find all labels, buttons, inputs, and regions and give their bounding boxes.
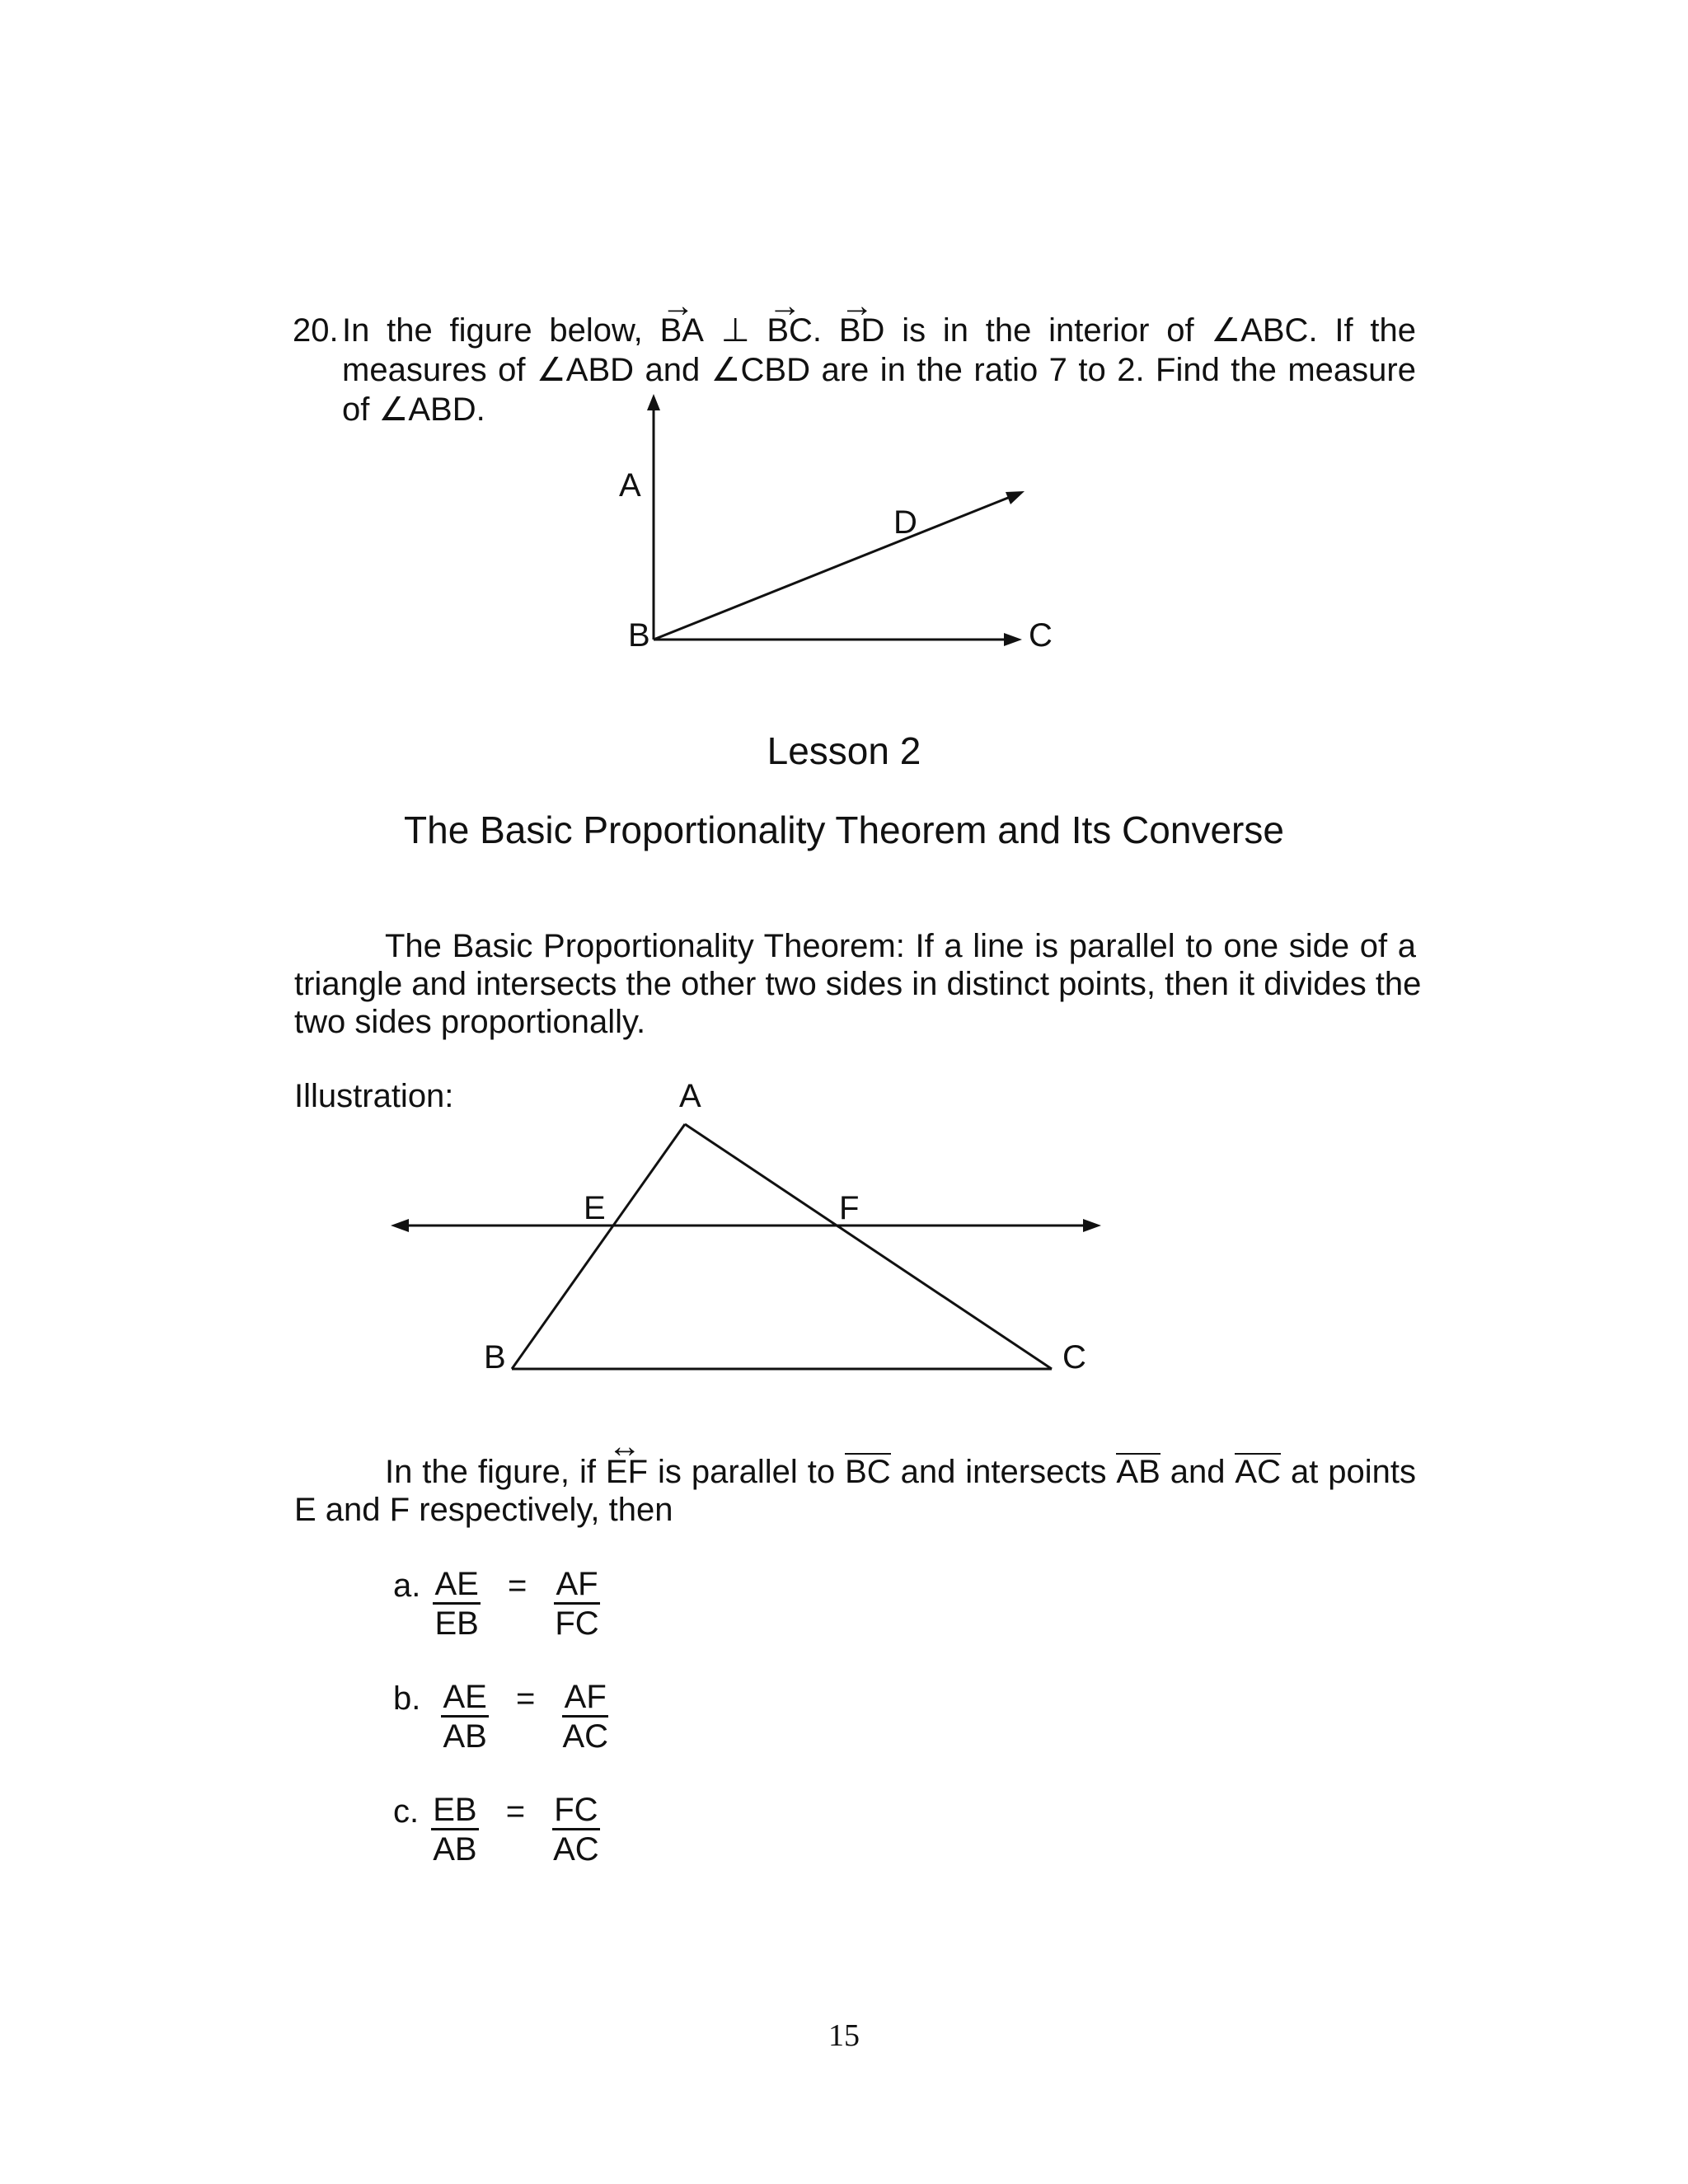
theorem-line-3: two sides proportionally. <box>294 1004 646 1040</box>
label-c: C <box>1029 617 1053 654</box>
statement-text-3: and intersects <box>900 1454 1107 1490</box>
ray-bc: → BC <box>767 311 813 350</box>
lesson-heading: Lesson 2 <box>767 729 921 772</box>
denominator: AC <box>562 1718 609 1755</box>
statement-line-1 <box>385 1452 1416 1492</box>
segment-ab: AB <box>1116 1454 1160 1490</box>
proportion-label: c. <box>393 1793 420 1830</box>
proportion-b <box>393 1679 608 1755</box>
period: . <box>812 312 823 349</box>
numerator: AF <box>562 1679 608 1718</box>
fraction-left <box>431 1792 478 1868</box>
triangle-label-e: E <box>584 1190 606 1226</box>
problem-line-3: of ∠ABD. <box>342 391 485 428</box>
denominator: AB <box>443 1718 487 1755</box>
statement-text-4: and <box>1170 1454 1226 1490</box>
triangle-label-c: C <box>1062 1339 1086 1376</box>
statement-text-2: is parallel to <box>658 1454 836 1490</box>
problem-text-2: is in the interior of ∠ABC. If the <box>902 312 1416 349</box>
problem-line-2: measures of ∠ABD and ∠CBD are in the ratio 7 to 2. Find the measure <box>342 352 1416 388</box>
proportion-a <box>393 1566 600 1643</box>
triangle-label-a: A <box>679 1078 701 1114</box>
label-d: D <box>893 504 917 541</box>
triangle-label-b: B <box>484 1339 506 1376</box>
numerator: AF <box>554 1566 599 1605</box>
statement-line-2: E and F respectively, then <box>294 1492 673 1528</box>
equals-sign: = <box>505 1793 526 1830</box>
denominator: AB <box>433 1831 477 1868</box>
fraction-left <box>441 1679 488 1755</box>
label-a: A <box>619 467 641 504</box>
problem-text-1: In the figure below, <box>342 312 643 349</box>
equals-sign: = <box>515 1680 536 1717</box>
lesson-title: The Basic Proportionality Theorem and Its Converse <box>404 808 1284 851</box>
statement-text-1: In the figure, if <box>385 1454 596 1490</box>
segment-ac: AC <box>1235 1454 1281 1490</box>
page-number: 15 <box>828 2018 860 2053</box>
numerator: AE <box>441 1679 488 1718</box>
equals-sign: = <box>507 1568 528 1604</box>
illustration-label: Illustration: <box>294 1078 454 1114</box>
perpendicular-symbol: ⊥ <box>720 312 750 349</box>
triangle-label-f: F <box>839 1190 860 1226</box>
proportion-label: a. <box>393 1568 421 1604</box>
statement-text-5: at points <box>1290 1454 1416 1490</box>
denominator: EB <box>434 1605 479 1642</box>
theorem-line-2: triangle and intersects the other two sides in distinct points, then it divides the <box>294 966 1422 1002</box>
fraction-right <box>554 1566 599 1643</box>
proportion-c <box>393 1792 600 1868</box>
numerator: FC <box>552 1792 599 1830</box>
denominator: AC <box>553 1831 599 1868</box>
fraction-right <box>562 1679 608 1755</box>
segment-bc: BC <box>845 1454 891 1490</box>
ray-bd: → BD <box>839 311 885 350</box>
theorem-line-1: The Basic Proportionality Theorem: If a line is parallel to one side of a <box>385 928 1416 964</box>
numerator: AE <box>433 1566 480 1605</box>
fraction-left <box>433 1566 480 1643</box>
line-ef: ↔ EF <box>606 1452 648 1492</box>
ray-ba: → BA <box>660 311 704 350</box>
denominator: FC <box>555 1605 599 1642</box>
numerator: EB <box>431 1792 478 1830</box>
fraction-right <box>552 1792 599 1868</box>
label-b: B <box>628 617 650 654</box>
proportion-label: b. <box>393 1680 421 1717</box>
problem-number: 20. <box>293 312 339 349</box>
